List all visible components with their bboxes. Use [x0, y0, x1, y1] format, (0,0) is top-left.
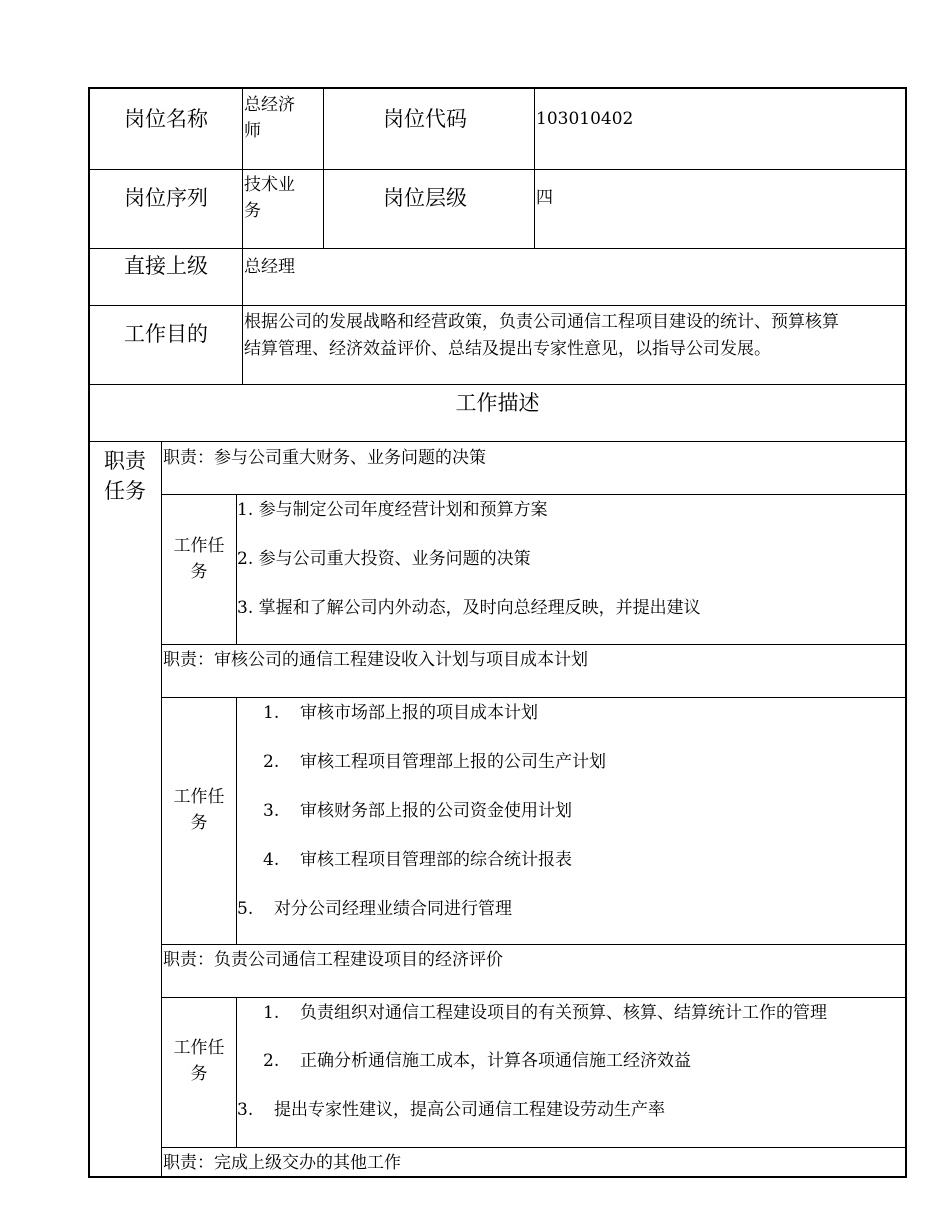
task-text: 提出专家性建议，提高公司通信工程建设劳动生产率 — [274, 1100, 665, 1120]
row-divider — [88, 441, 907, 442]
superior-value: 总经理 — [244, 257, 295, 277]
task-num: 3. — [237, 1100, 254, 1120]
col-divider — [534, 87, 535, 249]
task-num: 4. — [263, 850, 280, 870]
duty-divider — [161, 697, 907, 698]
post-seq-value-line1: 技术业 — [244, 175, 295, 195]
post-level-value: 四 — [536, 188, 553, 208]
row-divider — [88, 248, 907, 249]
table-border-right — [905, 87, 907, 1178]
section-title: 工作描述 — [455, 391, 540, 415]
task-num: 2. — [263, 752, 280, 772]
col-divider — [242, 87, 243, 385]
post-name-value-line1: 总经济 — [244, 95, 295, 115]
col-divider — [323, 87, 324, 249]
duty-label-line2: 任务 — [104, 479, 146, 503]
duty-title: 职责：负责公司通信工程建设项目的经济评价 — [163, 950, 503, 970]
task-text: 正确分析通信施工成本，计算各项通信施工经济效益 — [300, 1051, 691, 1071]
task-text: 审核工程项目管理部的综合统计报表 — [300, 850, 572, 870]
purpose-line-1: 根据公司的发展战略和经营政策，负责公司通信工程项目建设的统计、预算核算 — [244, 312, 839, 332]
duty-divider — [161, 944, 907, 945]
post-seq-value-line2: 务 — [244, 201, 261, 221]
post-name-label: 岗位名称 — [124, 107, 208, 131]
purpose-line-2: 结算管理、经济效益评价、总结及提出专家性意见，以指导公司发展。 — [244, 339, 771, 359]
table-border-left — [88, 87, 90, 1178]
post-level-label: 岗位层级 — [383, 186, 467, 210]
task-item: 2. 参与公司重大投资、业务问题的决策 — [237, 549, 531, 569]
post-name-value-line2: 师 — [244, 121, 261, 141]
post-code-label: 岗位代码 — [383, 107, 467, 131]
duty-label-line1: 职责 — [104, 449, 146, 473]
task-label-line1: 工作任 — [173, 536, 225, 556]
task-num: 2. — [263, 1051, 280, 1071]
task-num: 1. — [263, 703, 280, 723]
task-text: 负责组织对通信工程建设项目的有关预算、核算、结算统计工作的管理 — [300, 1003, 827, 1023]
table-border-bottom — [88, 1176, 907, 1178]
task-num: 5. — [237, 899, 254, 919]
table-border-top — [88, 87, 907, 89]
task-label-line2: 务 — [190, 813, 208, 833]
row-divider — [88, 384, 907, 385]
superior-label: 直接上级 — [124, 254, 208, 278]
task-text: 审核财务部上报的公司资金使用计划 — [300, 801, 572, 821]
row-divider — [88, 305, 907, 306]
duty-title: 职责：参与公司重大财务、业务问题的决策 — [163, 448, 486, 468]
duty-divider — [161, 1147, 907, 1148]
row-divider — [88, 169, 907, 170]
task-text: 审核工程项目管理部上报的公司生产计划 — [300, 752, 606, 772]
task-num: 3. — [263, 801, 280, 821]
duty-divider — [161, 997, 907, 998]
task-label-line1: 工作任 — [173, 787, 225, 807]
post-seq-label: 岗位序列 — [124, 186, 208, 210]
task-label-line2: 务 — [190, 1064, 208, 1084]
task-num: 1. — [263, 1003, 280, 1023]
purpose-label: 工作目的 — [124, 322, 208, 346]
task-item: 1. 参与制定公司年度经营计划和预算方案 — [237, 500, 548, 520]
duty-divider — [161, 644, 907, 645]
duty-title: 职责：审核公司的通信工程建设收入计划与项目成本计划 — [163, 650, 588, 670]
task-text: 对分公司经理业绩合同进行管理 — [274, 899, 512, 919]
duty-title: 职责：完成上级交办的其他工作 — [163, 1153, 401, 1173]
post-code-value: 103010402 — [536, 109, 634, 129]
duty-divider — [161, 494, 907, 495]
task-text: 审核市场部上报的项目成本计划 — [300, 703, 538, 723]
task-col-divider — [236, 997, 237, 1147]
task-label-line1: 工作任 — [173, 1038, 225, 1058]
task-item: 3. 掌握和了解公司内外动态，及时向总经理反映，并提出建议 — [237, 598, 701, 618]
task-label-line2: 务 — [190, 562, 208, 582]
